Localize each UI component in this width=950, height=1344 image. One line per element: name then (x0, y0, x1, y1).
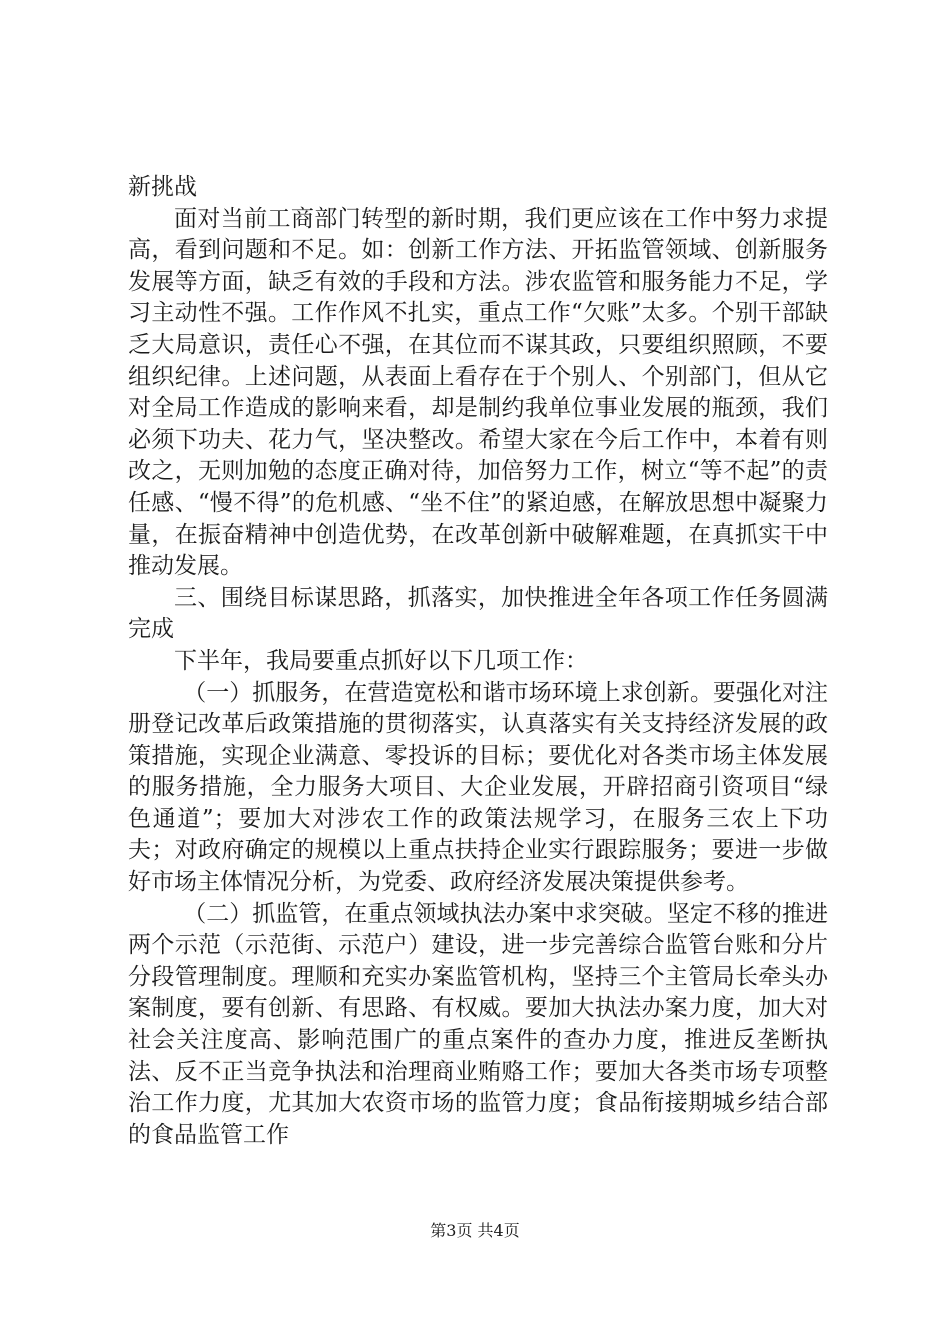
paragraph-problems: 面对当前工商部门转型的新时期，我们更应该在工作中努力求提高，看到问题和不足。如：创新工作方法、开拓监管领域、创新服务发展等方面，缺乏有效的手段和方法。涉农监管和服务能力不足，学习主动性不强。工作作风不扎实，重点工作“欠账”太多。个别干部缺乏大局意识，责任心不强，在其位而不谋其政，只要组织照顾，不要组织纪律。上述问题，从表面上看存在于个别人、个别部门，但从它对全局工作造成的影响来看，却是制约我单位事业发展的瓶颈，我们必须下功夫、花力气，坚决整改。希望大家在今后工作中，本着有则改之，无则加勉的态度正确对待，加倍努力工作，树立“等不起”的责任感、“慢不得”的危机感、“坐不住”的紧迫感，在解放思想中凝聚力量，在振奋精神中创造优势，在改革创新中破解难题，在真抓实干中推动发展。 (128, 205, 828, 580)
paragraph-task-supervision: （二）抓监管，在重点领域执法办案中求突破。坚定不移的推进两个示范（示范街、示范户）建设，进一步完善综合监管台账和分片分段管理制度。理顺和充实办案监管机构，坚持三个主管局长牵头办案制度，要有创新、有思路、有权威。要加大执法办案力度，加大对社会关注度高、影响范围广的重点案件的查办力度，推进反垄断执法、反不正当竞争执法和治理商业贿赂工作；要加大各类市场专项整治工作力度，尤其加大农资市场的监管力度；食品衔接期城乡结合部的食品监管工作 (128, 900, 828, 1148)
paragraph-continuation: 新挑战 (128, 174, 197, 200)
section-heading-three: 三、围绕目标谋思路，抓落实，加快推进全年各项工作任务圆满完成 (128, 584, 828, 643)
page-footer (0, 1218, 950, 1241)
paragraph-intro-tasks: 下半年，我局要重点抓好以下几项工作： (174, 647, 588, 674)
page-number: 第3页 共4页 (430, 1221, 520, 1240)
body-text (128, 172, 828, 1151)
paragraph-task-service: （一）抓服务，在营造宽松和谐市场环境上求创新。要强化对注册登记改革后政策措施的贯彻落实，认真落实有关支持经济发展的政策措施，实现企业满意、零投诉的目标；要优化对各类市场主体发展的服务措施，全力服务大项目、大企业发展，开辟招商引资项目“绿色通道”；要加大对涉农工作的政策法规学习，在服务三农上下功夫；对政府确定的规模以上重点扶持企业实行跟踪服务；要进一步做好市场主体情况分析，为党委、政府经济发展决策提供参考。 (128, 679, 828, 896)
